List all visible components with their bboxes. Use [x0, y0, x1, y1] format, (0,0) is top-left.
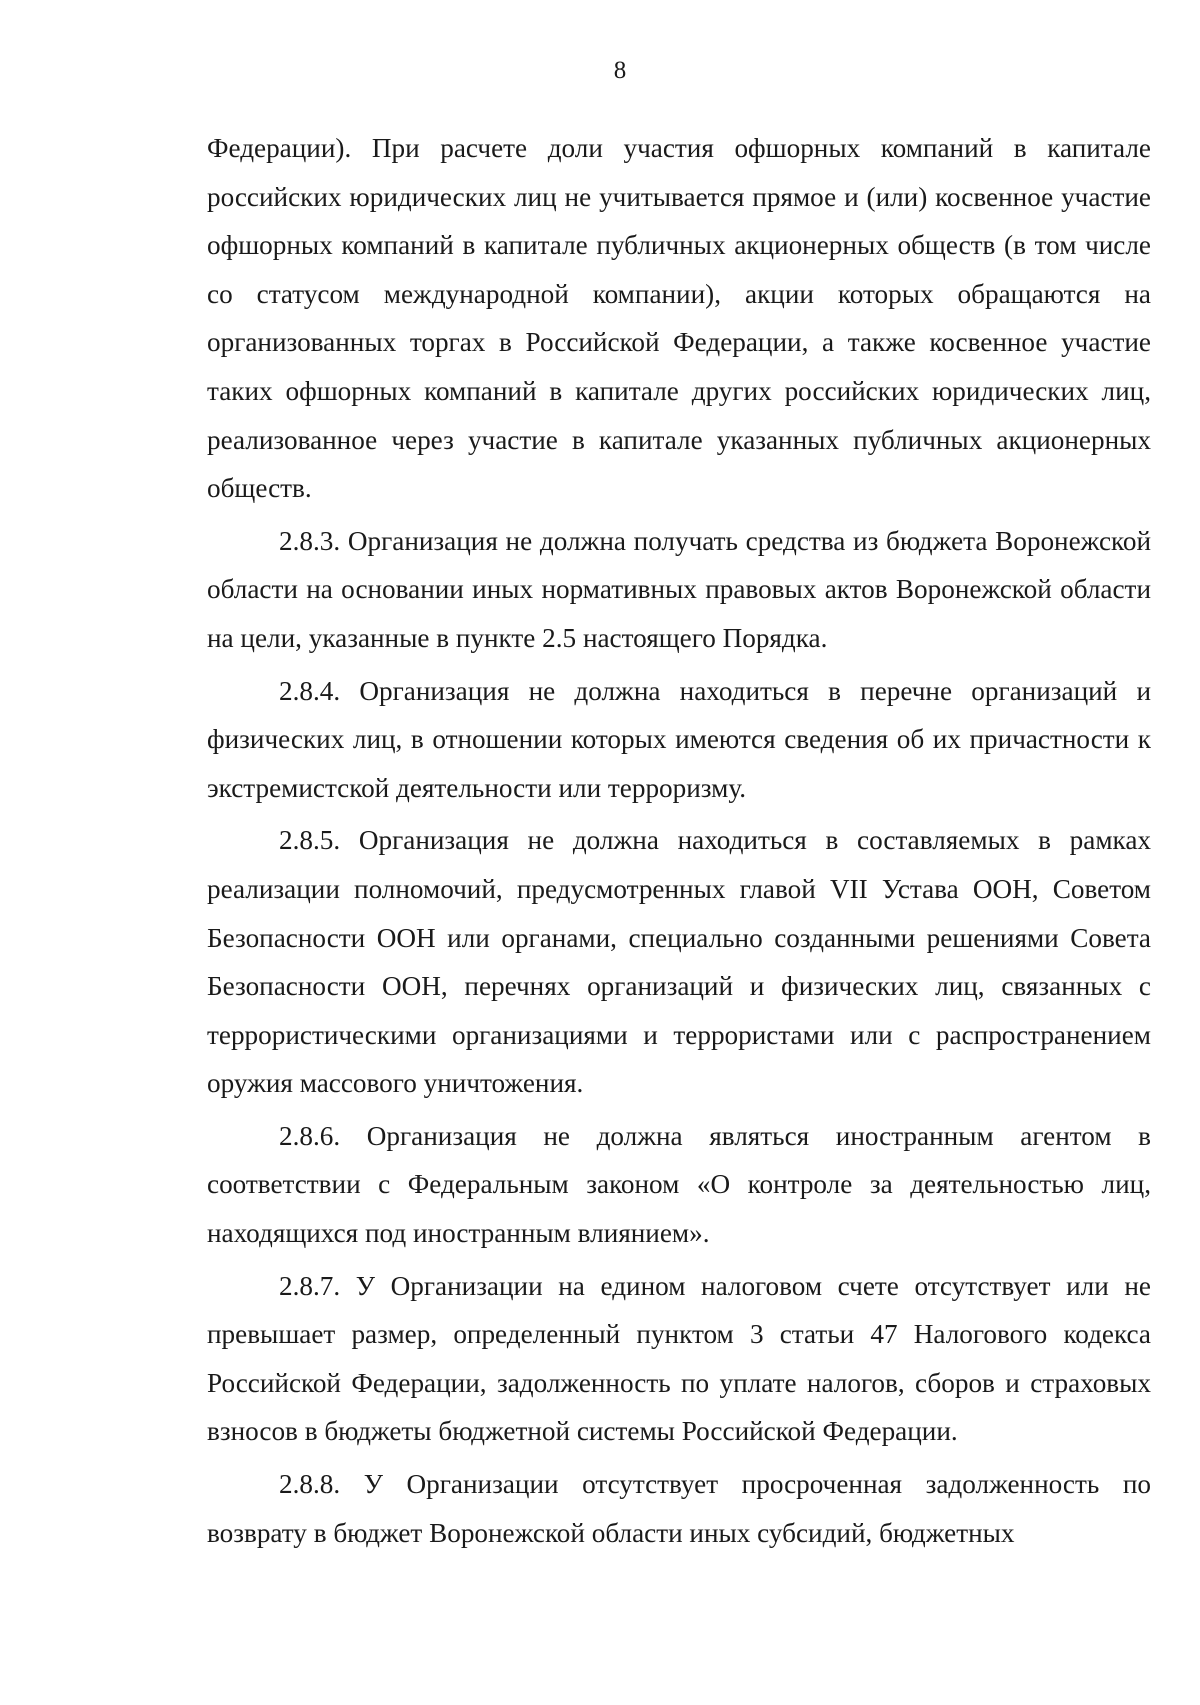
document-body — [207, 124, 1151, 1557]
paragraph-continuation: Федерации). При расчете доли участия офшорных компаний в капитале российских юридических лиц не учитывается прямое и (или) косвенное участие офшорных компаний в капитале публичных акционерных обществ (в том числе со статусом международной компании), акции которых обращаются на организованных торгах в Российской Федерации, а также косвенное участие таких офшорных компаний в капитале других российских юридических лиц, реализованное через участие в капитале указанных публичных акционерных обществ. — [207, 133, 1151, 504]
paragraph-2-8-6: 2.8.6. Организация не должна являться иностранным агентом в соответствии с Федеральным законом «О контроле за деятельностью лиц, находящихся под иностранным влиянием». — [207, 1120, 1151, 1249]
page-number: 8 — [613, 57, 627, 84]
paragraph-2-8-7: 2.8.7. У Организации на едином налоговом счете отсутствует или не превышает размер, определенный пунктом 3 статьи 47 Налогового кодекса Российской Федерации, задолженность по уплате налогов, сборов и страховых взносов в бюджеты бюджетной системы Российской Федерации. — [207, 1270, 1151, 1447]
paragraph-2-8-3: 2.8.3. Организация не должна получать средства из бюджета Воронежской области на основании иных нормативных правовых актов Воронежской области на цели, указанные в пункте 2.5 настоящего Порядка. — [207, 525, 1151, 653]
paragraph-2-8-5: 2.8.5. Организация не должна находиться в составляемых в рамках реализации полномочий, предусмотренных главой VII Устава ООН, Советом Безопасности ООН или органами, специально созданными решениями Совета Безопасности ООН, перечнях организаций и физических лиц, связанных с террористическими организациями и террористами или с распространением оружия массового уничтожения. — [207, 825, 1151, 1099]
paragraph-2-8-8: 2.8.8. У Организации отсутствует просроченная задолженность по возврату в бюджет Воронежской области иных субсидий, бюджетных — [207, 1469, 1151, 1548]
paragraph-2-8-4: 2.8.4. Организация не должна находиться в перечне организаций и физических лиц, в отношении которых имеются сведения об их причастности к экстремистской деятельности или терроризму. — [207, 675, 1151, 803]
